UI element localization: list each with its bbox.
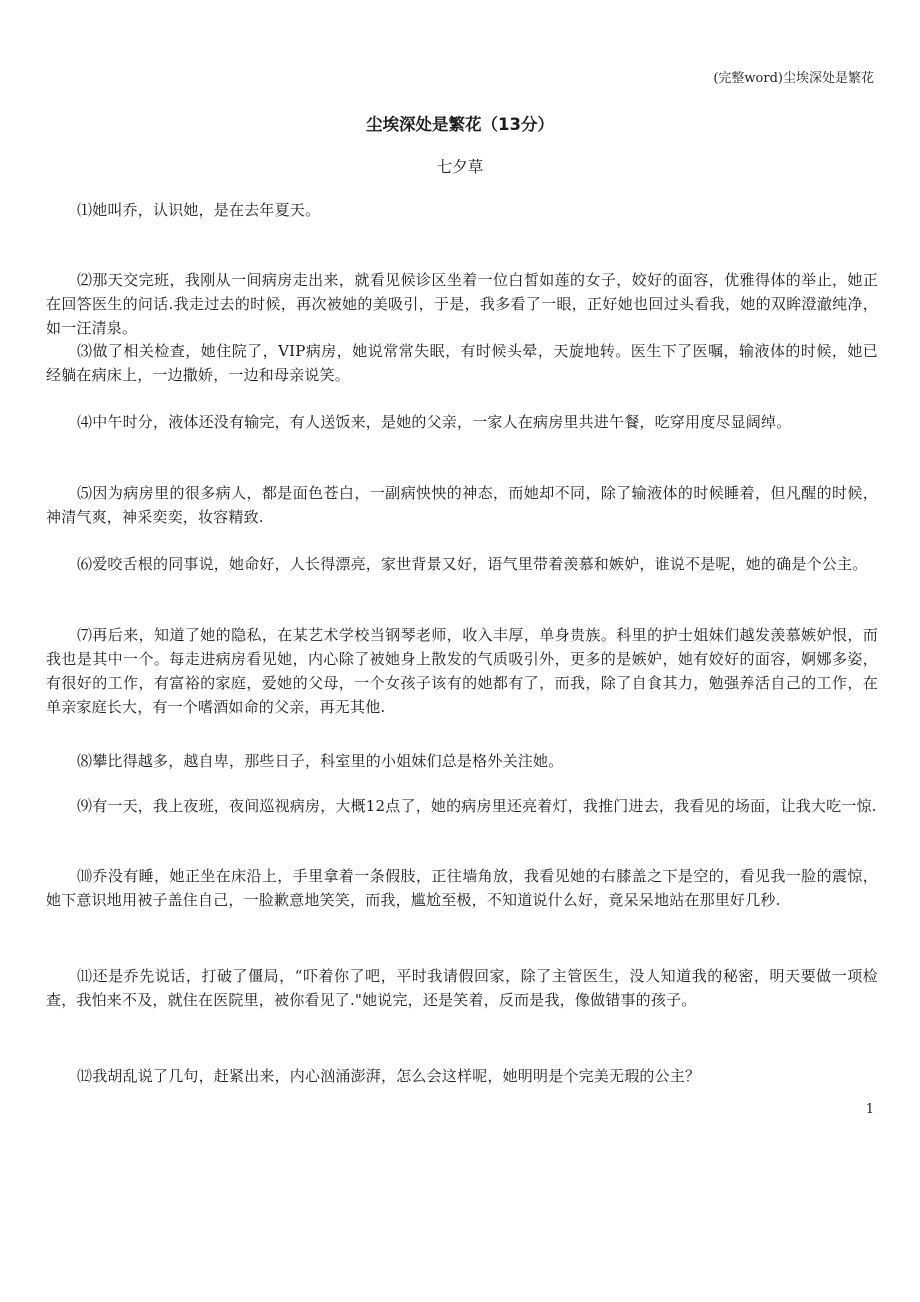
page-header: (完整word)尘埃深处是繁花: [713, 71, 874, 86]
page-number: 1: [865, 1102, 874, 1117]
paragraph-1: ⑴她叫乔，认识她，是在去年夏天。: [77, 201, 321, 219]
paragraph-9: ⑼有一天，我上夜班，夜间巡视病房，大概12点了，她的病房里还亮着灯，我推门进去，我看见的场面，让我大吃一惊.: [77, 797, 877, 815]
paragraph-6: ⑹爱咬舌根的同事说，她命好，人长得漂亮，家世背景又好，语气里带着羡慕和嫉妒，谁说不是呢，她的确是个公主。: [77, 555, 868, 573]
paragraph-3: ⑶做了相关检查，她住院了，VIP病房，她说常常失眠，有时候头晕，天旋地转。医生下了医嘱，输液体的时候，她已经躺在病床上，一边撒娇，一边和母亲说笑。: [46, 342, 878, 384]
paragraph-10: ⑽乔没有睡，她正坐在床沿上，手里拿着一条假肢，正往墙角放，我看见她的右膝盖之下是空的，看见我一脸的震惊，她下意识地用被子盖住自己，一脸歉意地笑笑，而我，尴尬至极，不知道说什么好，竟呆呆地站在那里好几秒.: [46, 867, 878, 909]
paragraph-2: ⑵那天交完班，我刚从一间病房走出来，就看见候诊区坐着一位白皙如莲的女子，姣好的面容，优雅得体的举止，她正在回答医生的问话.我走过去的时候，再次被她的美吸引，于是，我多看了一眼，正好她也回过头看我，她的双眸澄澈纯净，如一汪清泉。: [46, 271, 878, 337]
article-title: 尘埃深处是繁花（13分）: [366, 115, 554, 134]
paragraph-12: ⑿我胡乱说了几句，赶紧出来，内心汹涌澎湃，怎么会这样呢，她明明是个完美无瑕的公主？: [77, 1067, 701, 1085]
paragraph-11: ⑾还是乔先说话，打破了僵局，“吓着你了吧，平时我请假回家，除了主管医生，没人知道我的秘密，明天要做一项检查，我怕来不及，就住在医院里，被你看见了."她说完，还是笑着，反而是我，像做错事的孩子。: [46, 967, 878, 1009]
paragraph-8: ⑻攀比得越多，越自卑，那些日子，科室里的小姐妹们总是格外关注她。: [77, 752, 564, 770]
paragraph-5: ⑸因为病房里的很多病人，都是面色苍白，一副病怏怏的神态，而她却不同，除了输液体的时候睡着，但凡醒的时候，神清气爽，神采奕奕，妆容精致.: [46, 484, 878, 526]
paragraph-7: ⑺再后来，知道了她的隐私，在某艺术学校当钢琴老师，收入丰厚，单身贵族。科里的护士姐妹们越发羡慕嫉妒恨，而我也是其中一个。每走进病房看见她，内心除了被她身上散发的气质吸引外，更多的是嫉妒，她有姣好的面容，婀娜多姿，有很好的工作，有富裕的家庭，爱她的父母，一个女孩子该有的她都有了，而我，除了自食其力，勉强养活自己的工作，在单亲家庭长大，有一个嗜酒如命的父亲，再无其他.: [46, 626, 878, 716]
paragraph-4: ⑷中午时分，液体还没有输完，有人送饭来，是她的父亲，一家人在病房里共进午餐，吃穿用度尽显阔绰。: [77, 413, 792, 431]
article-author: 七夕草: [436, 158, 484, 176]
